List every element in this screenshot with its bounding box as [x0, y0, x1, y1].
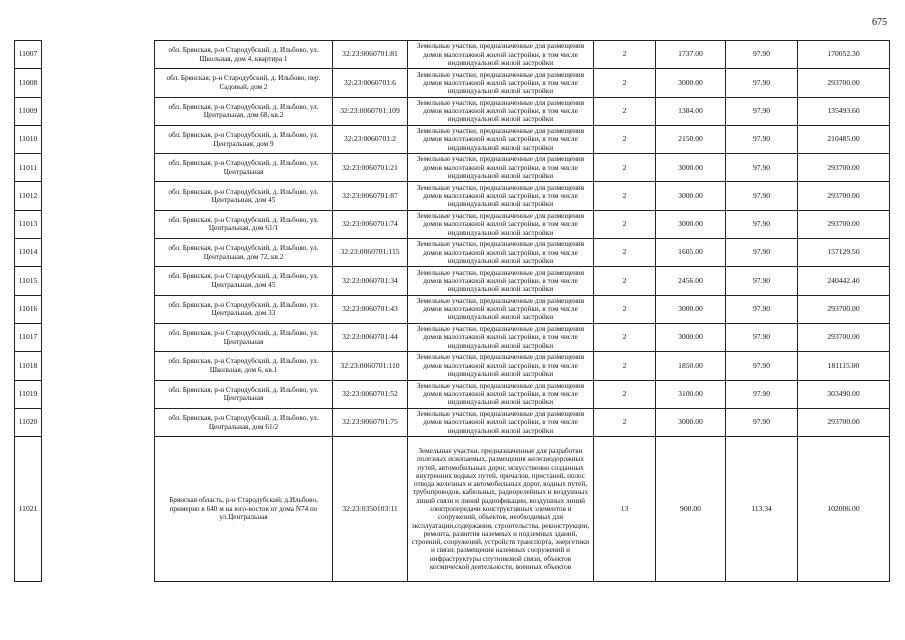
- cadastral-value-cell: 170052.30: [798, 41, 890, 69]
- land-use-cell: Земельные участки, предназначенные для размещения домов малоэтажной жилой застройки, в том числе индивидуальной жилой застройки: [408, 239, 594, 267]
- cadastral-number-cell: 32:23:0060701:110: [333, 352, 408, 380]
- row-id-cell: 11010: [15, 125, 42, 153]
- rate-cell: 97.90: [726, 210, 798, 238]
- table-row: [15, 125, 890, 153]
- cadastral-number-cell: 32:23:0060701:109: [333, 97, 408, 125]
- row-id-cell: 11008: [15, 69, 42, 97]
- group-cell: 2: [594, 408, 656, 436]
- area-cell: 2150.00: [656, 125, 726, 153]
- area-cell: 2456.00: [656, 267, 726, 295]
- cadastral-value-cell: 157129.50: [798, 239, 890, 267]
- land-use-cell: Земельные участки, предназначенные для размещения домов малоэтажной жилой застройки, в том числе индивидуальной жилой застройки: [408, 267, 594, 295]
- cadastral-value-cell: 303490.00: [798, 380, 890, 408]
- gap-cell: [42, 239, 155, 267]
- land-use-cell: Земельные участки, предназначенные для размещения домов малоэтажной жилой застройки, в том числе индивидуальной жилой застройки: [408, 182, 594, 210]
- gap-cell: [42, 352, 155, 380]
- area-cell: 3000.00: [656, 154, 726, 182]
- group-cell: 2: [594, 210, 656, 238]
- gap-cell: [42, 437, 155, 582]
- rate-cell: 97.90: [726, 69, 798, 97]
- row-id-cell: 11021: [15, 437, 42, 582]
- cadastral-value-cell: 181115.00: [798, 352, 890, 380]
- gap-cell: [42, 182, 155, 210]
- cadastral-number-cell: 32:23:0060701:43: [333, 295, 408, 323]
- cadastral-number-cell: 32:23:0060701:75: [333, 408, 408, 436]
- area-cell: 1850.00: [656, 352, 726, 380]
- area-cell: 3000.00: [656, 210, 726, 238]
- rate-cell: 113.34: [726, 437, 798, 582]
- group-cell: 2: [594, 323, 656, 351]
- cadastral-number-cell: 32:23:0060701:81: [333, 41, 408, 69]
- gap-cell: [42, 408, 155, 436]
- row-id-cell: 11014: [15, 239, 42, 267]
- row-id-cell: 11013: [15, 210, 42, 238]
- gap-cell: [42, 69, 155, 97]
- address-cell: обл. Брянская, р-н Стародубский, д. Ильбово, ул. Школьная, дом 4, квартира 1: [155, 41, 333, 69]
- rate-cell: 97.90: [726, 125, 798, 153]
- address-cell: обл. Брянская, р-н Стародубский, д. Ильбово, ул. Центральная, дом 45: [155, 182, 333, 210]
- table-row: [15, 267, 890, 295]
- row-id-cell: 11007: [15, 41, 42, 69]
- cadastral-number-cell: 32:23:0350103:11: [333, 437, 408, 582]
- area-cell: 3000.00: [656, 323, 726, 351]
- rate-cell: 97.90: [726, 182, 798, 210]
- cadastral-number-cell: 32:23:0060701:6: [333, 69, 408, 97]
- cadastral-number-cell: 32:23:0060701:74: [333, 210, 408, 238]
- group-cell: 2: [594, 41, 656, 69]
- area-cell: 3000.00: [656, 182, 726, 210]
- rate-cell: 97.90: [726, 380, 798, 408]
- address-cell: обл. Брянская, р-н Стародубский, д. Ильбово, ул. Центральная, дом 61/2: [155, 408, 333, 436]
- gap-cell: [42, 267, 155, 295]
- gap-cell: [42, 380, 155, 408]
- land-use-cell: Земельные участки, предназначенные для размещения домов малоэтажной жилой застройки, в том числе индивидуальной жилой застройки: [408, 295, 594, 323]
- row-id-cell: 11009: [15, 97, 42, 125]
- land-use-cell: Земельные участки, предназначенные для разработки полезных ископаемых, размещения железнодорожных путей, автомобильных дорог, искусственно созданных внутренних водных путей, причалов, пристаней, полос отвода железных и автомобильных дорог, водных путей, трубопроводов, кабельных, радиорелейных и воздушных линий связи и линий радиофикации, воздушных линий электропередачи конструктивных элементов и сооружений, объектов, необходимых для эксплуатации,содержания, строительства, реконструкции, ремонта, развития наземных и подземных зданий, строений, сооружений, устройств транспорта, энергетики и связи; размещения наземных сооружений и инфраструктуры спутниковой связи, объектов космической деятельности, военных объектов: [408, 437, 594, 582]
- gap-cell: [42, 154, 155, 182]
- table-row: [15, 239, 890, 267]
- cadastral-value-cell: 102006.00: [798, 437, 890, 582]
- rate-cell: 97.90: [726, 267, 798, 295]
- group-cell: 2: [594, 352, 656, 380]
- table-row: [15, 97, 890, 125]
- gap-cell: [42, 323, 155, 351]
- group-cell: 2: [594, 182, 656, 210]
- address-cell: обл. Брянская, р-н Стародубский, д. Ильбово, ул. Центральная, дом 61/1: [155, 210, 333, 238]
- rate-cell: 97.90: [726, 352, 798, 380]
- table-body: [15, 41, 890, 582]
- land-use-cell: Земельные участки, предназначенные для размещения домов малоэтажной жилой застройки, в том числе индивидуальной жилой застройки: [408, 125, 594, 153]
- cadastral-number-cell: 32:23:0060701:21: [333, 154, 408, 182]
- address-cell: Брянская область, р-н Стародубский, д.Ильбово, примерно в 640 м на юго-восток от дома N74 по ул.Центральная: [155, 437, 333, 582]
- area-cell: 1605.00: [656, 239, 726, 267]
- row-id-cell: 11018: [15, 352, 42, 380]
- address-cell: обл. Брянская, р-н Стародубский, д. Ильбово, ул. Школьная, дом 6, кв.1: [155, 352, 333, 380]
- area-cell: 1737.00: [656, 41, 726, 69]
- land-use-cell: Земельные участки, предназначенные для размещения домов малоэтажной жилой застройки, в том числе индивидуальной жилой застройки: [408, 210, 594, 238]
- row-id-cell: 11017: [15, 323, 42, 351]
- area-cell: 3000.00: [656, 69, 726, 97]
- address-cell: обл. Брянская, р-н Стародубский, д. Ильбово, пер. Садовый, дом 2: [155, 69, 333, 97]
- address-cell: обл. Брянская, р-н Стародубский, д. Ильбово, ул. Центральная, дом 45: [155, 267, 333, 295]
- group-cell: 13: [594, 437, 656, 582]
- cadastral-value-cell: 293700.00: [798, 323, 890, 351]
- land-use-cell: Земельные участки, предназначенные для размещения домов малоэтажной жилой застройки, в том числе индивидуальной жилой застройки: [408, 154, 594, 182]
- group-cell: 2: [594, 380, 656, 408]
- cadastral-value-cell: 293700.00: [798, 182, 890, 210]
- cadastral-value-table: [14, 40, 890, 582]
- table-row: [15, 41, 890, 69]
- land-use-cell: Земельные участки, предназначенные для размещения домов малоэтажной жилой застройки, в том числе индивидуальной жилой застройки: [408, 97, 594, 125]
- cadastral-value-cell: 293700.00: [798, 154, 890, 182]
- address-cell: обл. Брянская, р-н Стародубский, д. Ильбово, ул. Центральная: [155, 380, 333, 408]
- row-id-cell: 11016: [15, 295, 42, 323]
- gap-cell: [42, 41, 155, 69]
- table-row: [15, 69, 890, 97]
- gap-cell: [42, 210, 155, 238]
- row-id-cell: 11012: [15, 182, 42, 210]
- group-cell: 2: [594, 267, 656, 295]
- rate-cell: 97.90: [726, 41, 798, 69]
- land-use-cell: Земельные участки, предназначенные для размещения домов малоэтажной жилой застройки, в том числе индивидуальной жилой застройки: [408, 69, 594, 97]
- land-use-cell: Земельные участки, предназначенные для размещения домов малоэтажной жилой застройки, в том числе индивидуальной жилой застройки: [408, 408, 594, 436]
- cadastral-number-cell: 32:23:0060701:34: [333, 267, 408, 295]
- rate-cell: 97.90: [726, 97, 798, 125]
- group-cell: 2: [594, 125, 656, 153]
- cadastral-value-cell: 293700.00: [798, 210, 890, 238]
- page-number: 675: [872, 17, 887, 28]
- row-id-cell: 11011: [15, 154, 42, 182]
- group-cell: 2: [594, 154, 656, 182]
- row-id-cell: 11019: [15, 380, 42, 408]
- address-cell: обл. Брянская, р-н Стародубский, д. Ильбово, ул. Центральная, дом 9: [155, 125, 333, 153]
- land-use-cell: Земельные участки, предназначенные для размещения домов малоэтажной жилой застройки, в том числе индивидуальной жилой застройки: [408, 380, 594, 408]
- group-cell: 2: [594, 97, 656, 125]
- rate-cell: 97.90: [726, 323, 798, 351]
- gap-cell: [42, 125, 155, 153]
- cadastral-value-cell: 293700.00: [798, 69, 890, 97]
- table-row: [15, 408, 890, 436]
- rate-cell: 97.90: [726, 239, 798, 267]
- cadastral-value-cell: 135493.60: [798, 97, 890, 125]
- area-cell: 900.00: [656, 437, 726, 582]
- land-use-cell: Земельные участки, предназначенные для размещения домов малоэтажной жилой застройки, в том числе индивидуальной жилой застройки: [408, 352, 594, 380]
- rate-cell: 97.90: [726, 154, 798, 182]
- table-row: [15, 352, 890, 380]
- table-row: [15, 154, 890, 182]
- area-cell: 3000.00: [656, 408, 726, 436]
- address-cell: обл. Брянская, р-н Стародубский, д. Ильбово, ул. Центральная, дом 72, кв.2: [155, 239, 333, 267]
- group-cell: 2: [594, 239, 656, 267]
- area-cell: 3100.00: [656, 380, 726, 408]
- gap-cell: [42, 295, 155, 323]
- row-id-cell: 11015: [15, 267, 42, 295]
- table-row: [15, 182, 890, 210]
- table-row: [15, 380, 890, 408]
- gap-cell: [42, 97, 155, 125]
- address-cell: обл. Брянская, р-н Стародубский, д. Ильбово, ул. Центральная, дом 33: [155, 295, 333, 323]
- address-cell: обл. Брянская, р-н Стародубский, д. Ильбово, ул. Центральная: [155, 323, 333, 351]
- table-row: [15, 210, 890, 238]
- rate-cell: 97.90: [726, 295, 798, 323]
- cadastral-number-cell: 32:23:0060701:2: [333, 125, 408, 153]
- table-row: [15, 323, 890, 351]
- cadastral-value-cell: 293700.00: [798, 295, 890, 323]
- group-cell: 2: [594, 69, 656, 97]
- table-row: [15, 437, 890, 582]
- cadastral-number-cell: 32:23:0060701:87: [333, 182, 408, 210]
- land-use-cell: Земельные участки, предназначенные для размещения домов малоэтажной жилой застройки, в том числе индивидуальной жилой застройки: [408, 41, 594, 69]
- cadastral-number-cell: 32:23:0060701:115: [333, 239, 408, 267]
- land-use-cell: Земельные участки, предназначенные для размещения домов малоэтажной жилой застройки, в том числе индивидуальной жилой застройки: [408, 323, 594, 351]
- area-cell: 3000.00: [656, 295, 726, 323]
- group-cell: 2: [594, 295, 656, 323]
- address-cell: обл. Брянская, р-н Стародубский, д. Ильбово, ул. Центральная: [155, 154, 333, 182]
- row-id-cell: 11020: [15, 408, 42, 436]
- table-row: [15, 295, 890, 323]
- cadastral-number-cell: 32:23:0060701:44: [333, 323, 408, 351]
- rate-cell: 97.90: [726, 408, 798, 436]
- cadastral-value-cell: 293700.00: [798, 408, 890, 436]
- area-cell: 1384.00: [656, 97, 726, 125]
- cadastral-value-cell: 240442.40: [798, 267, 890, 295]
- cadastral-value-cell: 210485.00: [798, 125, 890, 153]
- cadastral-number-cell: 32:23:0060701:52: [333, 380, 408, 408]
- address-cell: обл. Брянская, р-н Стародубский, д. Ильбово, ул. Центральная, дом 68, кв.2: [155, 97, 333, 125]
